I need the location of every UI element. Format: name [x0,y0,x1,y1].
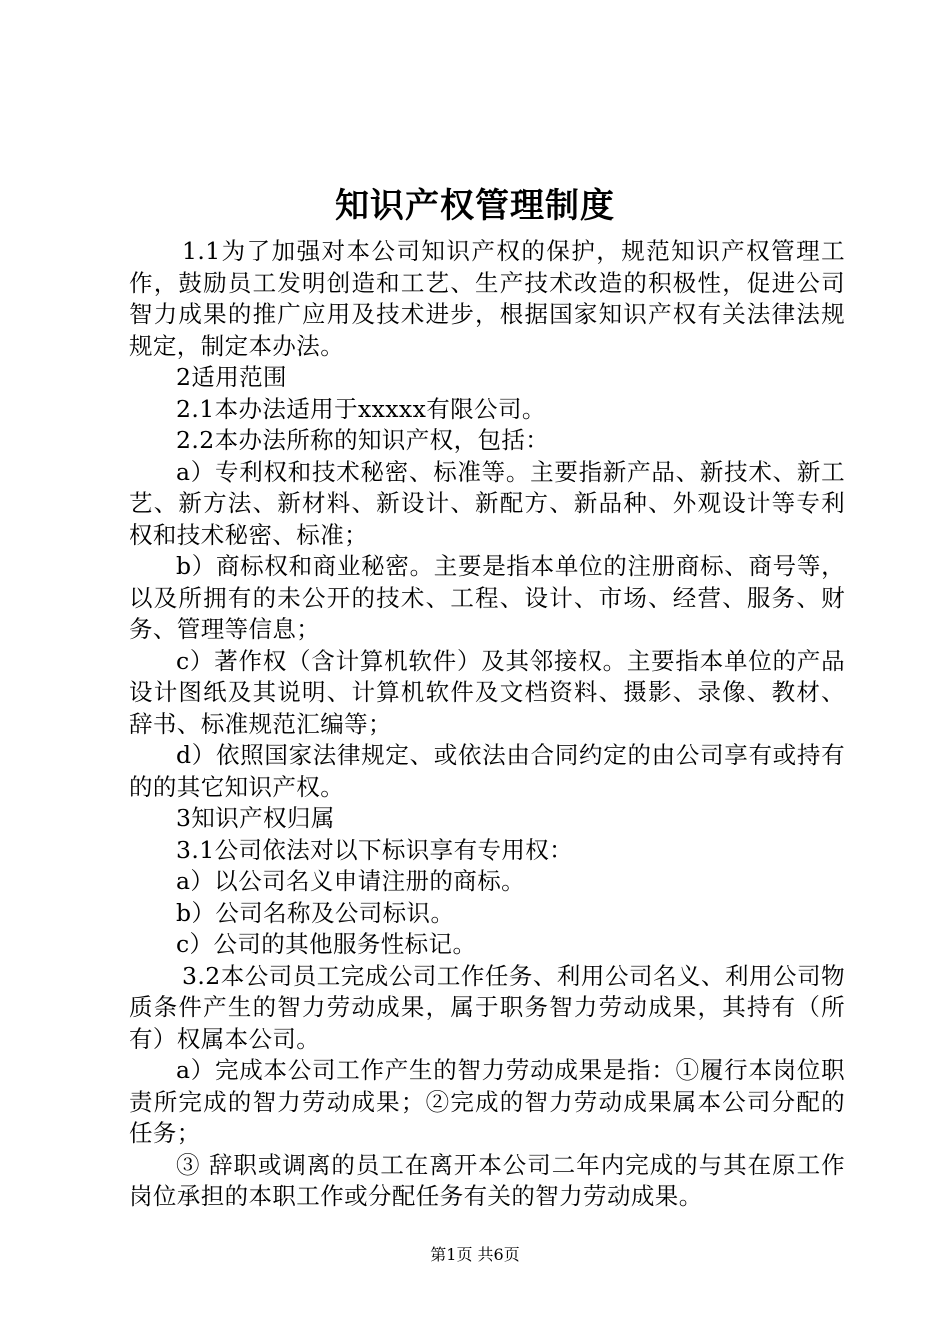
list-item-a-registered-trademark: a）以公司名义申请注册的商标。 [176,867,526,895]
paragraph-2-1: 2.1本办法适用于xxxxx有限公司。 [176,394,546,423]
list-item-d-other: d）依照国家法律规定、或依法由合同约定的由公司享有或持有的的其它知识产权。 [129,741,845,801]
paragraph-3-1: 3.1公司依法对以下标识享有专用权： [176,835,574,864]
list-item-3-resigned-staff: ③ 辞职或调离的员工在离开本公司二年内完成的与其在原工作岗位承担的本职工作或分配任务有关的智力劳动成果。 [129,1150,845,1210]
heading-2-scope: 2适用范围 [176,363,287,391]
list-item-a-patent: a）专利权和技术秘密、标准等。主要指新产品、新技术、新工艺、新方法、新材料、新设计、新配方、新品种、外观设计等专利权和技术秘密、标准； [129,457,845,549]
list-item-b-trademark: b）商标权和商业秘密。主要是指本单位的注册商标、商号等，以及所拥有的未公开的技术、工程、设计、市场、经营、服务、财务、管理等信息； [129,552,845,643]
document-body [129,236,845,1213]
list-item-a-work-results: a）完成本公司工作产生的智力劳动成果是指：①履行本岗位职责所完成的智力劳动成果；②完成的智力劳动成果属本公司分配的任务； [129,1056,845,1147]
list-item-b-company-name: b）公司名称及公司标识。 [176,898,455,927]
heading-3-ownership: 3知识产权归属 [176,804,335,832]
page-number: 第1页 共6页 [430,1245,520,1264]
paragraph-1-1-purpose: 1.1为了加强对本公司知识产权的保护，规范知识产权管理工作，鼓励员工发明创造和工艺、生产技术改造的积极性，促进公司智力成果的推广应用及技术进步，根据国家知识产权有关法律法规规定，制定本办法。 [129,237,845,360]
paragraph-2-2: 2.2本办法所称的知识产权，包括： [176,426,550,454]
list-item-c-service-marks: c）公司的其他服务性标记。 [176,930,477,958]
list-item-c-copyright: c）著作权（含计算机软件）及其邻接权。主要指本单位的产品设计图纸及其说明、计算机软件及文档资料、摄影、录像、教材、辞书、标准规范汇编等； [129,646,845,738]
paragraph-3-2: 3.2本公司员工完成公司工作任务、利用公司名义、利用公司物质条件产生的智力劳动成果，属于职务智力劳动成果，其持有（所有）权属本公司。 [129,961,845,1053]
page-title: 知识产权管理制度 [335,186,615,226]
